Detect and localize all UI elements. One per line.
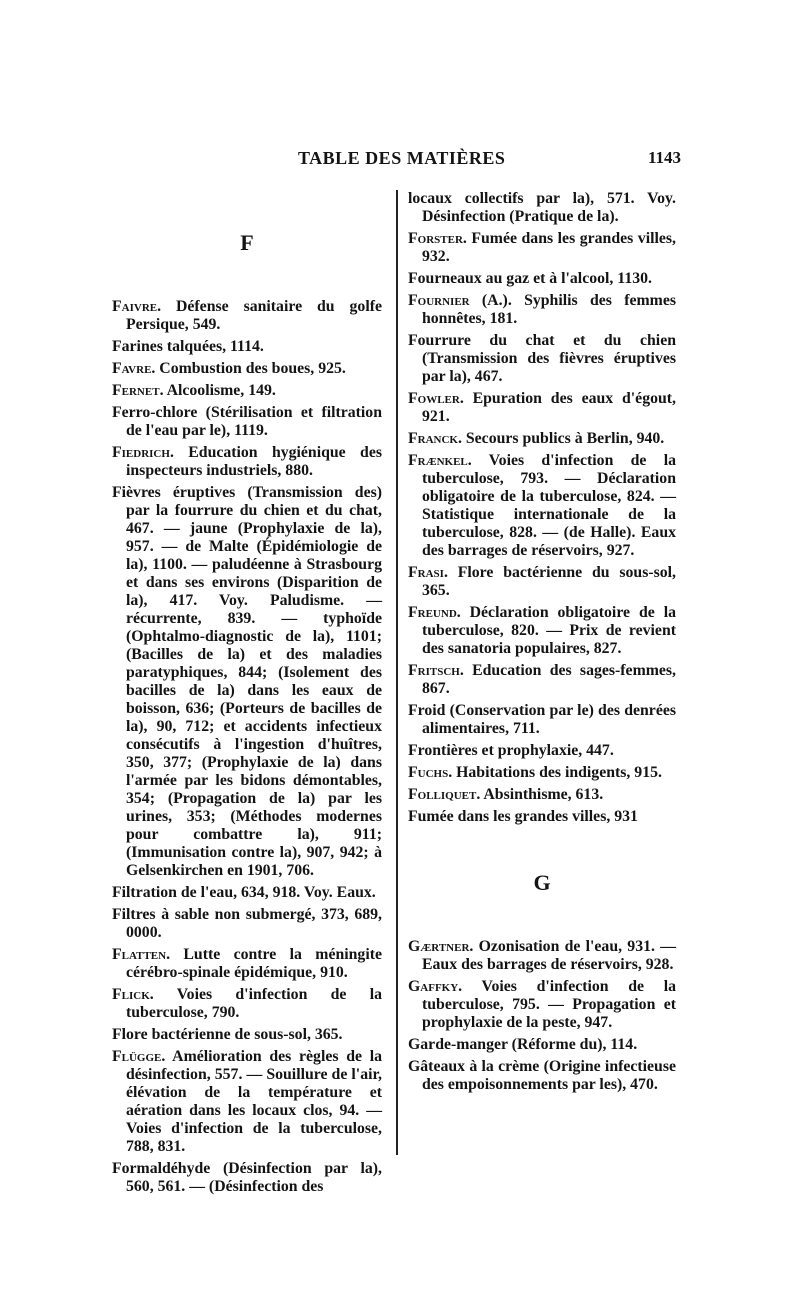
- index-entry: Freund. Déclaration obligatoire de la tuberculose, 820. — Prix de revient des sanatoria populaires, 827.: [408, 604, 676, 657]
- author-name: Fritsch: [408, 662, 460, 679]
- index-entry: Frontières et prophylaxie, 447.: [408, 742, 614, 759]
- index-entry: Fowler. Epuration des eaux d'égout, 921.: [408, 390, 676, 425]
- author-name: Flügge: [112, 1048, 162, 1065]
- left-column: [112, 230, 382, 1200]
- index-entry: locaux collectifs par la), 571. Voy. Désinfection (Pratique de la).: [408, 190, 676, 225]
- index-entry: Favre. Combustion des boues, 925.: [112, 360, 346, 377]
- author-name: Fiedrich: [112, 444, 170, 461]
- index-entry: Franck. Secours publics à Berlin, 940.: [408, 430, 665, 447]
- page-header: [0, 148, 800, 174]
- author-name: Fournier (A.): [408, 292, 508, 309]
- index-entry: Garde-manger (Réforme du), 114.: [408, 1036, 638, 1053]
- section-letter-g: G: [533, 870, 551, 895]
- author-name: Frasi: [408, 564, 444, 581]
- page-number: 1143: [648, 148, 682, 167]
- index-entry: Forster. Fumée dans les grandes villes, 932.: [408, 230, 676, 265]
- author-name: Franck: [408, 430, 458, 447]
- index-entry: Fièvres éruptives (Transmission des) par la fourrure du chien et du chat, 467. — jaune (Prophylaxie de la), 957. — de Malte (Épidémiologie de la), 1100. — paludéenne à Strasbourg et dans ses environs (Disparition de la), 417. Voy. Paludisme. — récurrente, 839. — typhoïde (Ophtalmo-diagnostic de la), 1101; (Bacilles de la) et des maladies paratyphiques, 844; (Isolement des bacilles de la) dans les eaux de boisson, 636; (Porteurs de bacilles de la), 90, 712; et accidents infectieux consécutifs à l'ingestion d'huîtres, 350, 377; (Prophylaxie de la) dans l'armée par les bidons démontables, 354; (Propagation de la) par les urines, 353; (Méthodes modernes pour combattre la), 911; (Immunisation contre la), 907, 942; à Gelsenkirchen en 1901, 706.: [112, 484, 382, 879]
- index-entry: Fiedrich. Education hygiénique des inspecteurs industriels, 880.: [112, 444, 382, 479]
- author-name: Folliquet: [408, 786, 477, 803]
- column-divider: [396, 190, 398, 1155]
- author-name: Faivre: [112, 298, 158, 315]
- author-name: Fowler: [408, 390, 460, 407]
- index-entry: Fourrure du chat et du chien (Transmission des fièvres éruptives par la), 467.: [408, 332, 676, 385]
- index-entry: Ferro-chlore (Stérilisation et filtration de l'eau par le), 1119.: [112, 404, 382, 439]
- author-name: Flick: [112, 986, 150, 1003]
- index-entry: Fuchs. Habitations des indigents, 915.: [408, 764, 662, 781]
- index-entry: Filtres à sable non submergé, 373, 689, 0000.: [112, 906, 382, 941]
- index-entry: Fournier (A.). Syphilis des femmes honnêtes, 181.: [408, 292, 676, 327]
- right-column: [408, 190, 676, 1098]
- index-entry: Frænkel. Voies d'infection de la tuberculose, 793. — Déclaration obligatoire de la tuberculose, 824. — Statistique internationale de la tuberculose, 828. — (de Halle). Eaux des barrages de réservoirs, 927.: [408, 452, 676, 559]
- author-name: Forster: [408, 230, 463, 247]
- index-entry: Gaffky. Voies d'infection de la tuberculose, 795. — Propagation et prophylaxie de la peste, 947.: [408, 978, 676, 1031]
- index-entry: Flore bactérienne de sous-sol, 365.: [112, 1026, 343, 1043]
- index-entry: Formaldéhyde (Désinfection par la), 560, 561. — (Désinfection des: [112, 1160, 382, 1195]
- author-name: Fernet: [112, 382, 160, 399]
- section-letter-f: F: [240, 230, 254, 255]
- index-entry: Farines talquées, 1114.: [112, 338, 264, 355]
- author-name: Gaffky: [408, 978, 459, 995]
- index-entry: Folliquet. Absinthisme, 613.: [408, 786, 604, 803]
- index-entry: Froid (Conservation par le) des denrées alimentaires, 711.: [408, 702, 676, 737]
- author-name: Fuchs: [408, 764, 449, 781]
- author-name: Frænkel: [408, 452, 468, 469]
- index-entry: Faivre. Défense sanitaire du golfe Persique, 549.: [112, 298, 382, 333]
- running-title: TABLE DES MATIÈRES: [298, 148, 506, 168]
- index-entry: Fourneaux au gaz et à l'alcool, 1130.: [408, 270, 652, 287]
- author-name: Favre: [112, 360, 152, 377]
- index-entry: Fumée dans les grandes villes, 931: [408, 808, 638, 825]
- index-entry: Flügge. Amélioration des règles de la désinfection, 557. — Souillure de l'air, élévation de la température et aération dans les locaux clos, 94. — Voies d'infection de la tuberculose, 788, 831.: [112, 1048, 382, 1155]
- index-entry: Gærtner. Ozonisation de l'eau, 931. — Eaux des barrages de réservoirs, 928.: [408, 938, 676, 973]
- author-name: Gærtner: [408, 938, 470, 955]
- author-name: Flatten: [112, 946, 167, 963]
- index-entry: Flatten. Lutte contre la méningite cérébro-spinale épidémique, 910.: [112, 946, 382, 981]
- index-entry: Filtration de l'eau, 634, 918. Voy. Eaux.: [112, 884, 376, 901]
- index-entry: Fritsch. Education des sages-femmes, 867.: [408, 662, 676, 697]
- index-entry: Flick. Voies d'infection de la tuberculose, 790.: [112, 986, 382, 1021]
- index-entry: Frasi. Flore bactérienne du sous-sol, 365.: [408, 564, 676, 599]
- author-name: Freund: [408, 604, 457, 621]
- index-entry: Gâteaux à la crème (Origine infectieuse des empoisonnements par les), 470.: [408, 1058, 676, 1093]
- index-entry: Fernet. Alcoolisme, 149.: [112, 382, 276, 399]
